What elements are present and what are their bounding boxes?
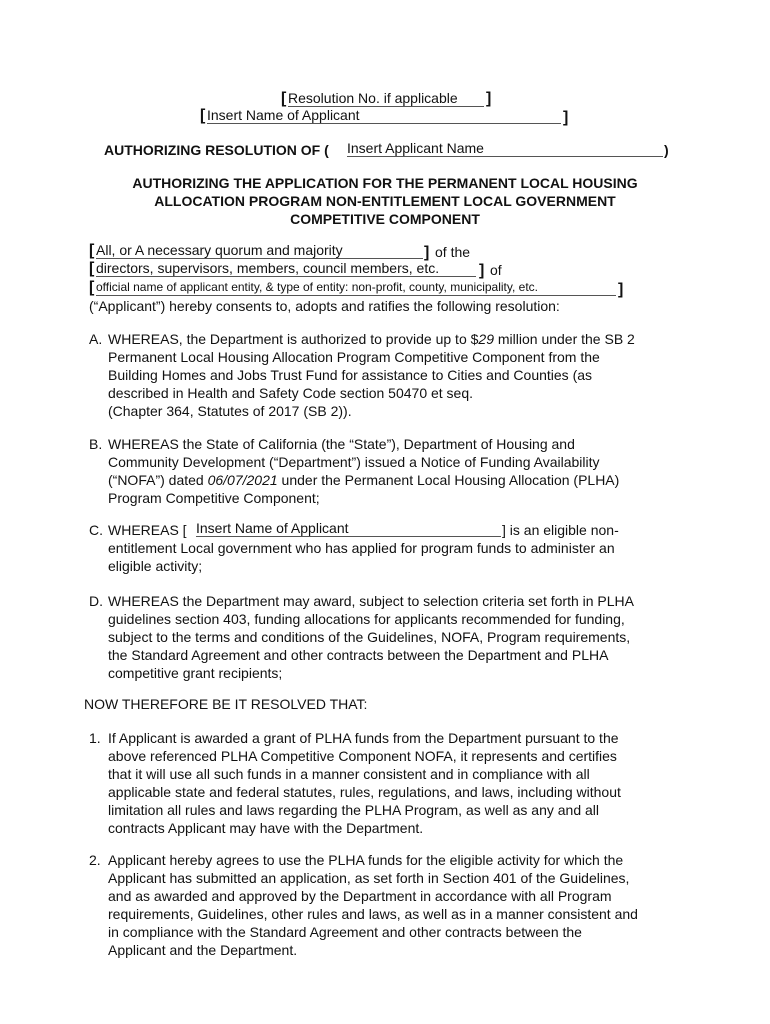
nofa-date: 06/07/2021 (207, 472, 278, 488)
bracket-open: [ (89, 260, 95, 277)
resolution-2-line-1: Applicant hereby agrees to use the PLHA funds for the eligible activity for which the (108, 852, 624, 868)
of-the-text: of the (435, 244, 471, 260)
applicant-name-header-field[interactable]: Insert Name of Applicant (207, 107, 561, 124)
applicant-name-field[interactable]: Insert Applicant Name (347, 140, 663, 157)
whereas-c-line-2: entitlement Local government who has applied for program funds to administer an (108, 540, 615, 556)
bracket-close: ] (479, 262, 485, 279)
whereas-d-label: D. (89, 593, 103, 609)
bracket-close: ] (618, 281, 624, 298)
whereas-a-line-4: described in Health and Safety Code section 50470 et seq. (108, 385, 474, 401)
whereas-c-applicant-field[interactable]: Insert Name of Applicant (196, 520, 501, 537)
whereas-a-line-1: WHEREAS, the Department is authorized to provide up to $29 million under the SB 2 (108, 331, 635, 347)
whereas-c-prefix: WHEREAS [ (108, 522, 187, 538)
resolution-2-line-2: Applicant has submitted an application, as set forth in Section 401 of the Guidelines, (108, 870, 630, 886)
title-line-1: AUTHORIZING THE APPLICATION FOR THE PERMANENT LOCAL HOUSING (132, 175, 638, 191)
resolution-2-line-5: in compliance with the Standard Agreement and other contracts between the (108, 924, 582, 940)
authorizing-resolution-label: AUTHORIZING RESOLUTION OF ( (104, 142, 329, 158)
board-type-field[interactable]: directors, supervisors, members, council members, etc. (96, 260, 476, 277)
whereas-a-line-2: Permanent Local Housing Allocation Program Competitive Component from the (108, 349, 600, 365)
whereas-d-line-2: guidelines section 403, funding allocations for applicants recommended for funding, (108, 611, 625, 627)
of-text: of (490, 262, 502, 278)
whereas-b-paragraph (108, 435, 619, 507)
whereas-a-line-3: Building Homes and Jobs Trust Fund for assistance to Cities and Counties (as (108, 367, 593, 383)
quorum-field[interactable]: All, or A necessary quorum and majority (96, 242, 423, 259)
resolution-1-label: 1. (89, 730, 101, 746)
bracket-close: ] (486, 90, 492, 107)
resolution-1-line-2: above referenced PLHA Competitive Component NOFA, it represents and certifies (108, 748, 617, 764)
whereas-a-paragraph (108, 330, 635, 420)
resolution-2-line-6: Applicant and the Department. (108, 942, 298, 958)
resolution-2-paragraph (108, 851, 638, 959)
whereas-d-line-3: subject to the terms and conditions of the Guidelines, NOFA, Program requirements, (108, 629, 631, 645)
title-line-2: ALLOCATION PROGRAM NON-ENTITLEMENT LOCAL GOVERNMENT (154, 193, 616, 209)
whereas-a-line-5: (Chapter 364, Statutes of 2017 (SB 2)). (108, 403, 352, 419)
whereas-d-line-4: the Standard Agreement and other contracts between the Department and PLHA (108, 647, 609, 663)
bracket-open: [ (200, 107, 206, 124)
entity-name-field[interactable]: official name of applicant entity, & type of entity: non-profit, county, municipality, etc. (96, 279, 616, 296)
whereas-b-line-2: Community Development (“Department”) issued a Notice of Funding Availability (108, 454, 600, 470)
resolution-1-line-4: applicable state and federal statutes, rules, regulations, and laws, including without (108, 784, 621, 800)
funding-amount: 29 (478, 331, 494, 347)
resolution-2-line-4: requirements, Guidelines, other rules and laws, as well as in a manner consistent and (108, 906, 638, 922)
whereas-b-line-1: WHEREAS the State of California (the “State”), Department of Housing and (108, 436, 575, 452)
whereas-d-line-5: competitive grant recipients; (108, 665, 283, 681)
whereas-d-paragraph (108, 592, 634, 682)
resolution-1-line-5: limitation all rules and laws regarding the PLHA Program, as well as any and all (108, 802, 600, 818)
bracket-open: [ (89, 242, 95, 259)
resolution-1-paragraph (108, 729, 621, 837)
resolution-1-line-1: If Applicant is awarded a grant of PLHA funds from the Department pursuant to the (108, 730, 619, 746)
bracket-close: ] (424, 244, 430, 261)
whereas-a-label: A. (89, 331, 103, 347)
whereas-d-line-1: WHEREAS the Department may award, subject to selection criteria set forth in PLHA (108, 593, 634, 609)
bracket-open: [ (89, 279, 95, 296)
whereas-c-line-3: eligible activity; (108, 558, 203, 574)
whereas-b-line-3: (“NOFA”) dated 06/07/2021 under the Permanent Local Housing Allocation (PLHA) (108, 472, 620, 488)
whereas-c-label: C. (89, 522, 103, 538)
whereas-c-paragraph (108, 539, 615, 575)
title-line-3: COMPETITIVE COMPONENT (290, 211, 480, 227)
whereas-c-suffix: ] is an eligible non- (502, 522, 619, 538)
resolution-2-line-3: and as awarded and approved by the Department in accordance with all Program (108, 888, 612, 904)
resolution-2-label: 2. (89, 852, 101, 868)
resolution-1-line-3: that it will use all such funds in a manner consistent and in compliance with all (108, 766, 590, 782)
whereas-b-line-4: Program Competitive Component; (108, 490, 320, 506)
consent-statement: (“Applicant”) hereby consents to, adopts and ratifies the following resolution: (89, 298, 560, 314)
resolved-heading: NOW THEREFORE BE IT RESOLVED THAT: (84, 696, 368, 712)
bracket-open: [ (281, 90, 287, 107)
authorizing-close-paren: ) (664, 142, 669, 158)
resolution-1-line-6: contracts Applicant may have with the Department. (108, 820, 424, 836)
bracket-close: ] (563, 109, 569, 126)
whereas-b-label: B. (89, 436, 103, 452)
resolution-number-field[interactable]: Resolution No. if applicable (288, 90, 484, 107)
